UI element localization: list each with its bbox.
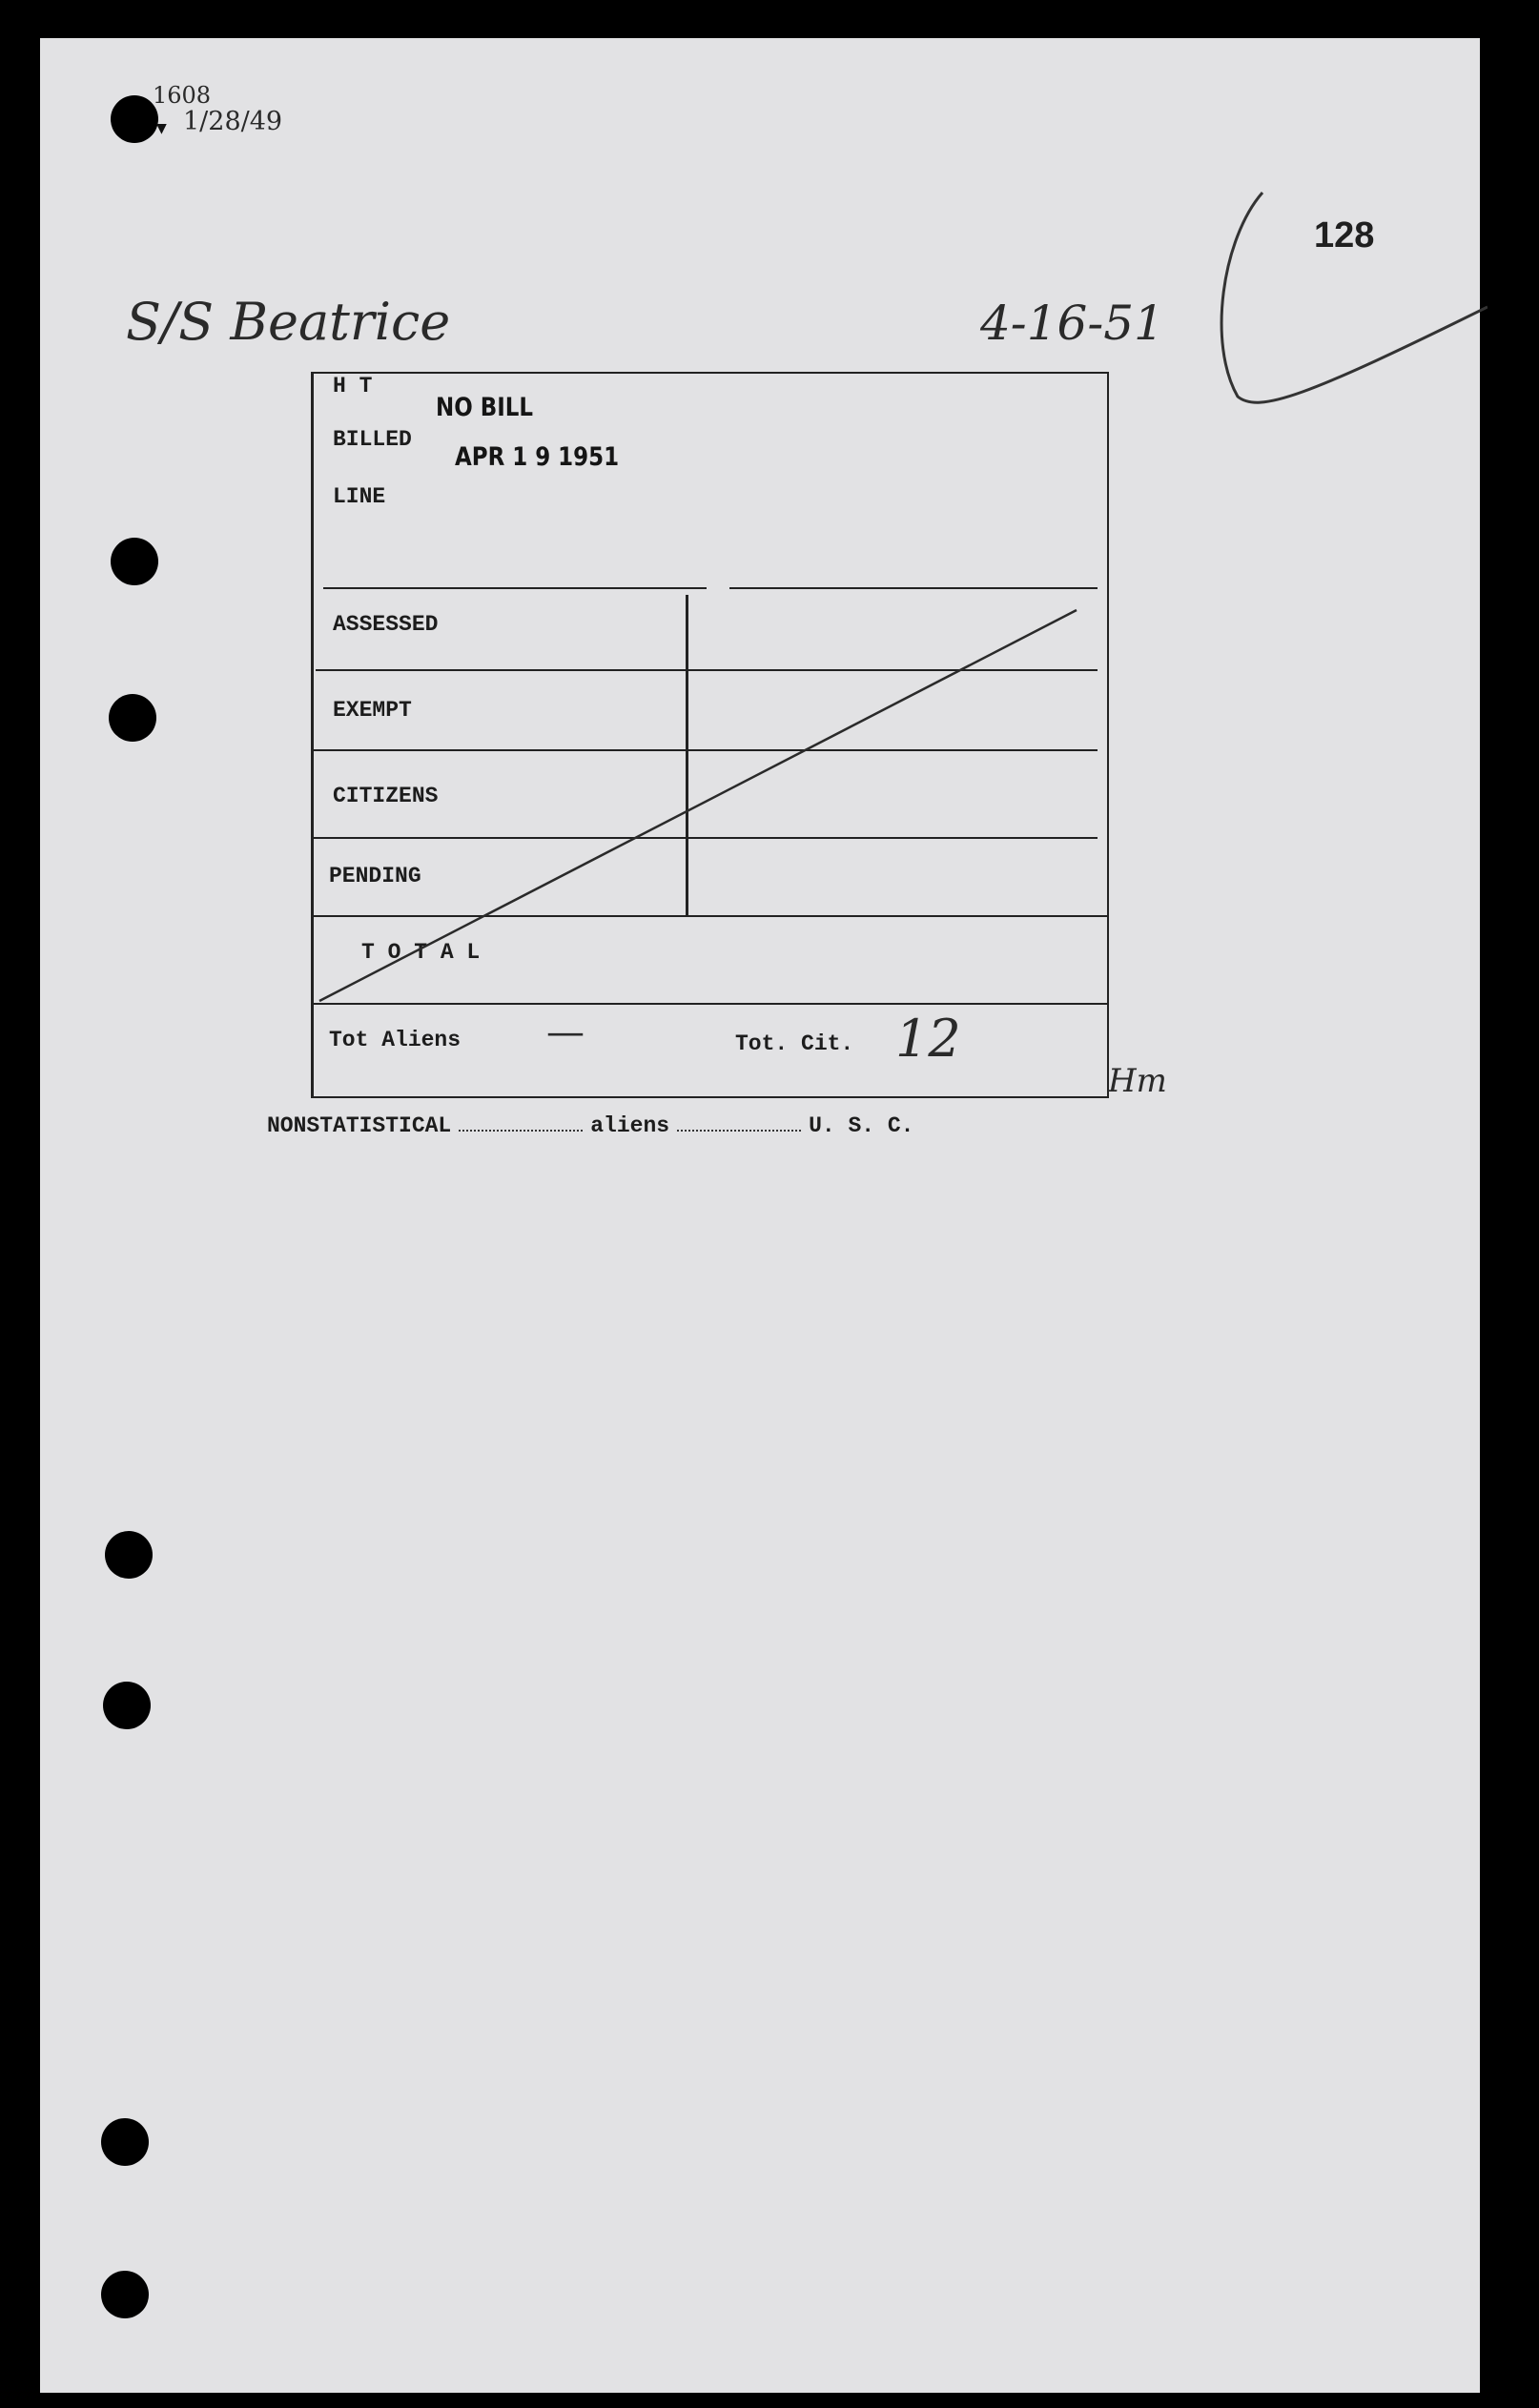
aliens-label: aliens bbox=[590, 1113, 670, 1138]
blank-field bbox=[459, 1130, 583, 1132]
pending-label: PENDING bbox=[329, 864, 421, 888]
ht-label: H T bbox=[333, 374, 373, 398]
citizens-label: CITIZENS bbox=[333, 784, 439, 808]
tot-cit-value: 12 bbox=[895, 1009, 961, 1069]
exempt-label: EXEMPT bbox=[333, 698, 412, 723]
ship-name: S/S Beatrice bbox=[126, 292, 451, 352]
punch-hole bbox=[105, 1531, 153, 1579]
total-label: T O T A L bbox=[361, 940, 481, 965]
usc-label: U. S. C. bbox=[809, 1113, 914, 1138]
blank-field bbox=[677, 1130, 801, 1132]
nonstatistical-label: NONSTATISTICAL bbox=[267, 1113, 452, 1138]
punch-hole bbox=[109, 694, 156, 742]
corner-bracket-mark bbox=[1201, 181, 1488, 429]
punch-hole bbox=[103, 1682, 151, 1729]
strike-through-line bbox=[314, 374, 1107, 1096]
form-date: 1/28/49 bbox=[183, 107, 283, 136]
assessed-label: ASSESSED bbox=[333, 612, 439, 637]
ship-date: 4-16-51 bbox=[980, 296, 1164, 351]
punch-hole bbox=[101, 2118, 149, 2166]
punch-hole bbox=[111, 95, 158, 143]
no-bill-stamp: NO BILL bbox=[436, 393, 533, 422]
page-number: 128 bbox=[1314, 215, 1375, 255]
punch-hole bbox=[101, 2271, 149, 2318]
punch-hole bbox=[111, 538, 158, 585]
line-label: LINE bbox=[333, 484, 386, 509]
tot-cit-label: Tot. Cit. bbox=[735, 1031, 854, 1056]
form-number: 1608 bbox=[153, 82, 212, 109]
nonstatistical-line bbox=[267, 1113, 913, 1138]
billed-label: BILLED bbox=[333, 427, 412, 452]
billed-date-stamp: APR 1 9 1951 bbox=[455, 442, 620, 472]
tot-aliens-label: Tot Aliens bbox=[329, 1028, 462, 1052]
clerk-initials: Hm bbox=[1108, 1062, 1167, 1100]
tot-aliens-value: — bbox=[546, 1010, 585, 1054]
form-date-marker-icon: ▼ bbox=[156, 118, 167, 138]
manifest-summary-form bbox=[311, 372, 1109, 1098]
